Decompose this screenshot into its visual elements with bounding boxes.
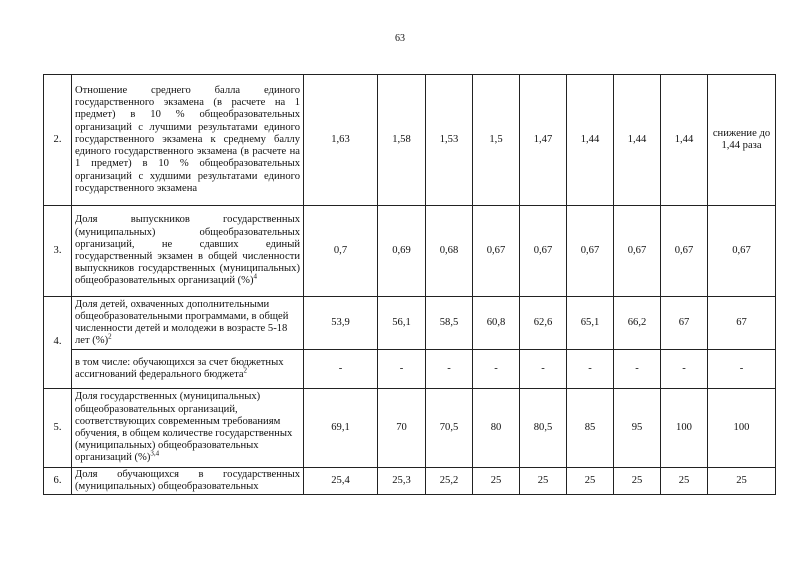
value-cell: 66,2 — [614, 297, 661, 350]
row-description: Отношение среднего балла единого государственного экзамена (в расчете на 1 предмет) в 10 % общеобразовательных организаций с лучшими результатами единого государственного экзамена к среднему баллу единого государственного экзамена (в расчете на 1 предмет) в 10 % общеобразовательных организаций с худшими результатами единого государственного экзамена — [72, 75, 304, 206]
value-cell: 53,9 — [304, 297, 378, 350]
value-cell: 70,5 — [426, 389, 473, 468]
value-cell: 1,47 — [520, 75, 567, 206]
value-cell: 1,53 — [426, 75, 473, 206]
footnote-ref: 4 — [253, 272, 258, 281]
value-cell: 25 — [520, 468, 567, 495]
value-cell: 58,5 — [426, 297, 473, 350]
value-cell: 56,1 — [378, 297, 426, 350]
value-cell: - — [614, 350, 661, 389]
table-row-4-subrow — [44, 350, 776, 389]
value-cell: - — [473, 350, 520, 389]
value-cell: 1,44 — [614, 75, 661, 206]
value-cell: 85 — [567, 389, 614, 468]
indicators-table — [43, 74, 776, 495]
value-cell: - — [426, 350, 473, 389]
value-cell: 0,67 — [567, 206, 614, 297]
footnote-ref: 2 — [108, 332, 112, 341]
value-cell: - — [520, 350, 567, 389]
value-cell: 0,7 — [304, 206, 378, 297]
target-value-cell: 25 — [708, 468, 776, 495]
value-cell: 25,3 — [378, 468, 426, 495]
value-cell: 1,5 — [473, 75, 520, 206]
value-cell: - — [378, 350, 426, 389]
value-cell: 100 — [661, 389, 708, 468]
value-cell: 80,5 — [520, 389, 567, 468]
target-value-cell: 67 — [708, 297, 776, 350]
value-cell: 25,4 — [304, 468, 378, 495]
footnote-ref: 2 — [243, 366, 248, 375]
row-description: Доля детей, охваченных дополнительными общеобразовательными программами, в общей численности детей и молодежи в возрасте 5-18 лет (%)$^2$ — [72, 297, 304, 350]
row-description: Доля государственных (муниципальных) общеобразовательных организаций, соответствующих современным требованиям обучения, в общем количестве государственных (муниципальных) общеобразовательных организаций (%)$^{3,4}$ — [72, 389, 304, 468]
value-cell: 0,67 — [661, 206, 708, 297]
value-cell: 60,8 — [473, 297, 520, 350]
target-value-cell: 100 — [708, 389, 776, 468]
value-cell: 0,68 — [426, 206, 473, 297]
value-cell: 67 — [661, 297, 708, 350]
value-cell: 0,67 — [614, 206, 661, 297]
footnote-ref: 3,4 — [150, 449, 160, 458]
value-cell: 25,2 — [426, 468, 473, 495]
row-description: Доля выпускников государственных (муниципальных) общеобразовательных организаций, не сдавших единый государственный экзамен в общей численности выпускников государственных (муниципальных) общеобразовательных организаций (%)$^4$ — [72, 206, 304, 297]
value-cell: 0,67 — [520, 206, 567, 297]
value-cell: 1,44 — [661, 75, 708, 206]
table-row-3 — [44, 206, 776, 297]
value-cell: - — [567, 350, 614, 389]
value-cell: 95 — [614, 389, 661, 468]
table-row-2 — [44, 75, 776, 206]
table-row-5 — [44, 389, 776, 468]
value-cell: 1,63 — [304, 75, 378, 206]
value-cell: 25 — [473, 468, 520, 495]
value-cell: 25 — [661, 468, 708, 495]
value-cell: 0,67 — [473, 206, 520, 297]
table-row-4 — [44, 297, 776, 350]
row-description: в том числе: обучающихся за счет бюджетных ассигнований федерального бюджета$^2$ — [72, 350, 304, 389]
table-row-6 — [44, 468, 776, 495]
value-cell: 25 — [614, 468, 661, 495]
value-cell: 80 — [473, 389, 520, 468]
value-cell: 0,69 — [378, 206, 426, 297]
row-number: 6. — [44, 468, 72, 495]
target-value-cell: 0,67 — [708, 206, 776, 297]
row-number: 5. — [44, 389, 72, 468]
value-cell: - — [304, 350, 378, 389]
value-cell: 25 — [567, 468, 614, 495]
row-number: 3. — [44, 206, 72, 297]
row-number: 2. — [44, 75, 72, 206]
row-number: 4. — [44, 297, 72, 389]
value-cell: 65,1 — [567, 297, 614, 350]
target-value-cell: снижение до 1,44 раза — [708, 75, 776, 206]
value-cell: - — [661, 350, 708, 389]
row-description: Доля обучающихся в государственных (муниципальных) общеобразовательных — [72, 468, 304, 495]
value-cell: 62,6 — [520, 297, 567, 350]
value-cell: 70 — [378, 389, 426, 468]
value-cell: 69,1 — [304, 389, 378, 468]
value-cell: 1,44 — [567, 75, 614, 206]
page-number: 63 — [395, 33, 405, 44]
value-cell: 1,58 — [378, 75, 426, 206]
target-value-cell: - — [708, 350, 776, 389]
